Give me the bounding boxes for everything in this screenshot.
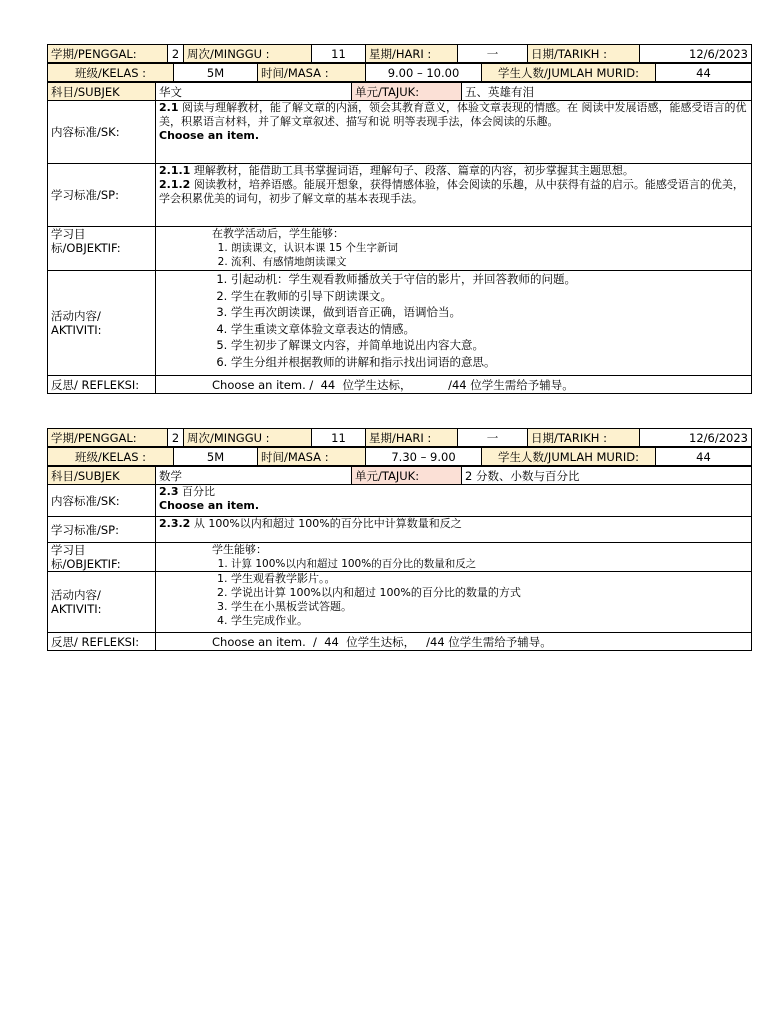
- tarikh-value[interactable]: 12/6/2023: [640, 45, 752, 63]
- sp1-code: 2.3.2: [159, 517, 191, 530]
- tarikh-label: 日期/TARIKH :: [528, 45, 640, 63]
- penggal-label: 学期/PENGGAL:: [48, 429, 168, 447]
- kelas-label: 班级/KELAS :: [48, 64, 174, 82]
- objektif-intro: 学生能够：: [212, 543, 267, 556]
- sk-code: 2.1: [159, 101, 179, 114]
- tarikh-value[interactable]: 12/6/2023: [640, 429, 752, 447]
- masa-label: 时间/MASA :: [258, 64, 366, 82]
- refleksi-label: 反思/ REFLEKSI:: [48, 376, 156, 394]
- objektif-content[interactable]: [156, 543, 752, 572]
- sk-text: 百分比: [182, 485, 215, 498]
- lesson-plan-1-body: [47, 82, 752, 394]
- tajuk-value[interactable]: 2 分数、小数与百分比: [462, 467, 752, 485]
- sk-content[interactable]: [156, 101, 752, 164]
- sp-content[interactable]: [156, 164, 752, 227]
- murid-value[interactable]: 44: [656, 64, 752, 82]
- hari-label: 星期/HARI :: [366, 429, 458, 447]
- subjek-value[interactable]: 数学: [156, 467, 352, 485]
- aktiviti-item: 4. 学生完成作业。: [231, 614, 748, 628]
- refleksi-content[interactable]: Choose an item. / 44 位学生达标， /44 位学生需给予辅导。: [156, 376, 752, 394]
- kelas-label: 班级/KELAS :: [48, 448, 174, 466]
- sk-choose-item[interactable]: Choose an item.: [159, 499, 260, 512]
- penggal-value[interactable]: 2: [168, 429, 184, 447]
- tajuk-label: 单元/TAJUK:: [352, 467, 462, 485]
- tajuk-label: 单元/TAJUK:: [352, 83, 462, 101]
- sp-label: 学习标准/SP:: [48, 517, 156, 543]
- sp1-code: 2.1.1: [159, 164, 191, 177]
- sp2-text: 阅读教材，培养语感。能展开想象，获得情感体验，体会阅读的乐趣，从中获得有益的启示。能感受语言的优美，学会积累优美的词句，初步了解文章的基本表现手法。: [159, 178, 744, 205]
- sk-content[interactable]: [156, 485, 752, 517]
- murid-label: 学生人数/JUMLAH MURID:: [482, 448, 656, 466]
- refleksi-content[interactable]: Choose an item. / 44 位学生达标， /44 位学生需给予辅导。: [156, 633, 752, 651]
- objektif-label: 学习目标/OBJEKTIF:: [48, 227, 156, 271]
- masa-label: 时间/MASA :: [258, 448, 366, 466]
- minggu-label: 周次/MINGGU :: [184, 45, 312, 63]
- sk-label: 内容标准/SK:: [48, 101, 156, 164]
- sp-label: 学习标准/SP:: [48, 164, 156, 227]
- aktiviti-item: 4. 学生重读文章体验文章表达的情感。: [231, 321, 748, 338]
- murid-value[interactable]: 44: [656, 448, 752, 466]
- lesson-plan-1: [47, 44, 751, 394]
- objektif-item: 1. 计算 100%以内和超过 100%的百分比的数量和反之: [231, 557, 748, 571]
- tarikh-label: 日期/TARIKH :: [528, 429, 640, 447]
- tajuk-value[interactable]: 五、英雄有泪: [462, 83, 752, 101]
- lesson-plan-2: [47, 428, 751, 651]
- subjek-value[interactable]: 华文: [156, 83, 352, 101]
- objektif-intro: 在教学活动后，学生能够：: [212, 227, 344, 240]
- subjek-label: 科目/SUBJEK: [48, 467, 156, 485]
- aktiviti-content[interactable]: [156, 572, 752, 633]
- sk-label: 内容标准/SK:: [48, 485, 156, 517]
- sk-code: 2.3: [159, 485, 179, 498]
- objektif-content[interactable]: [156, 227, 752, 271]
- objektif-item: 1. 朗读课文，认识本课 15 个生字新词: [231, 241, 748, 255]
- masa-value[interactable]: 9.00 – 10.00: [366, 64, 482, 82]
- aktiviti-item: 2. 学生在教师的引导下朗读课文。: [231, 288, 748, 305]
- sk-text: 阅读与理解教材，能了解文章的内涵，领会其教育意义，体验文章表现的情感。在 阅读中发展语感，能感受语言的优美，积累语言材料，并了解文章叙述、描写和说 明等表现手法，体会阅读的乐趣。: [159, 101, 747, 128]
- aktiviti-item: 5. 学生初步了解课文内容，并简单地说出内容大意。: [231, 337, 748, 354]
- sp2-code: 2.1.2: [159, 178, 191, 191]
- lesson-plan-2-header: [47, 428, 752, 447]
- sp1-text: 理解教材，能借助工具书掌握词语，理解句子、段落、篇章的内容，初步掌握其主题思想。: [193, 164, 634, 177]
- objektif-label: 学习目标/OBJEKTIF:: [48, 543, 156, 572]
- minggu-value[interactable]: 11: [312, 429, 366, 447]
- aktiviti-item: 3. 学生在小黑板尝试答题。: [231, 600, 748, 614]
- lesson-plan-1-header-row2: [47, 63, 752, 82]
- kelas-value[interactable]: 5M: [174, 448, 258, 466]
- lesson-plan-2-body: [47, 466, 752, 651]
- aktiviti-content[interactable]: [156, 271, 752, 376]
- aktiviti-item: 3. 学生再次朗读课，做到语音正确，语调恰当。: [231, 304, 748, 321]
- sk-choose-item[interactable]: Choose an item.: [159, 129, 260, 142]
- masa-value[interactable]: 7.30 – 9.00: [366, 448, 482, 466]
- aktiviti-item: 1. 学生观看教学影片。。: [231, 572, 748, 586]
- sp-content[interactable]: [156, 517, 752, 543]
- penggal-value[interactable]: 2: [168, 45, 184, 63]
- aktiviti-item: 2. 学说出计算 100%以内和超过 100%的百分比的数量的方式: [231, 586, 748, 600]
- aktiviti-label: 活动内容/ AKTIVITI:: [48, 271, 156, 376]
- lesson-plan-2-header-row2: [47, 447, 752, 466]
- aktiviti-label: 活动内容/ AKTIVITI:: [48, 572, 156, 633]
- lesson-plan-1-header: [47, 44, 752, 63]
- hari-value[interactable]: 一: [458, 45, 528, 63]
- refleksi-label: 反思/ REFLEKSI:: [48, 633, 156, 651]
- hari-value[interactable]: 一: [458, 429, 528, 447]
- murid-label: 学生人数/JUMLAH MURID:: [482, 64, 656, 82]
- penggal-label: 学期/PENGGAL:: [48, 45, 168, 63]
- sp1-text: 从 100%以内和超过 100%的百分比中计算数量和反之: [193, 517, 462, 530]
- subjek-label: 科目/SUBJEK: [48, 83, 156, 101]
- objektif-item: 2. 流利、有感情地朗读课文: [231, 255, 748, 269]
- minggu-label: 周次/MINGGU :: [184, 429, 312, 447]
- aktiviti-item: 1. 引起动机：学生观看教师播放关于守信的影片，并回答教师的问题。: [231, 271, 748, 288]
- hari-label: 星期/HARI :: [366, 45, 458, 63]
- aktiviti-item: 6. 学生分组并根据教师的讲解和指示找出词语的意思。: [231, 354, 748, 371]
- kelas-value[interactable]: 5M: [174, 64, 258, 82]
- minggu-value[interactable]: 11: [312, 45, 366, 63]
